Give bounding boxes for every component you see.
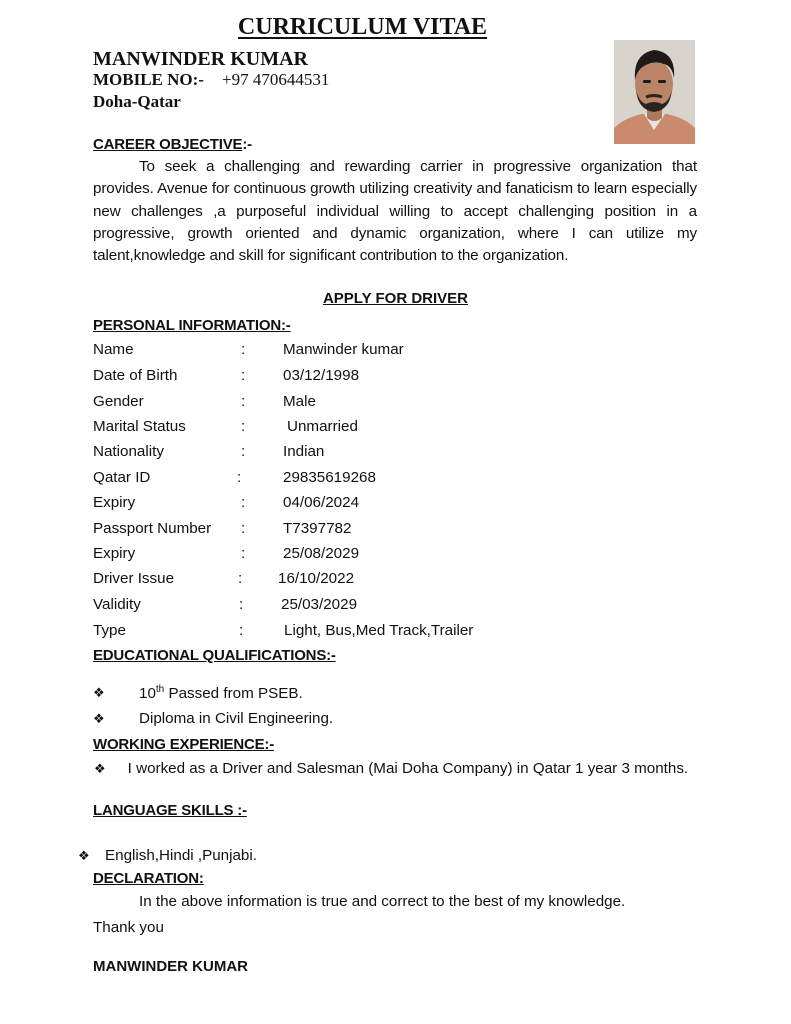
career-objective-text: To seek a challenging and rewarding carrier in progressive organization that provides. Avenue for continuous growth utilizing creativity and fanaticism to learn especially new challenges ,a purposeful individual willing to accept challenging position in a progressive, growth oriented and dynamic organization, where I can utilize my talent,knowledge and skill for significant contribution to the organization. (93, 158, 697, 265)
education-item-text: Diploma in Civil Engineering. (139, 710, 334, 727)
career-objective-heading (93, 136, 252, 153)
info-separator: : (241, 418, 246, 435)
info-value: Indian (283, 443, 325, 460)
info-label: Expiry (93, 494, 136, 511)
info-label: Type (93, 622, 126, 639)
apply-for-position: APPLY FOR DRIVER (322, 290, 469, 307)
language-list: English,Hindi ,Punjabi. (105, 847, 257, 864)
personal-information-heading: PERSONAL INFORMATION:- (93, 317, 291, 334)
diamond-bullet-icon: ❖ (94, 761, 106, 776)
diamond-bullet-icon: ❖ (93, 711, 105, 726)
info-value: 04/06/2024 (283, 494, 360, 511)
mobile-number: +97 470644531 (221, 70, 330, 89)
info-separator: : (241, 545, 246, 562)
career-objective-heading-text: CAREER OBJECTIVE (93, 136, 243, 153)
info-value: 16/10/2022 (278, 570, 355, 587)
info-label: Marital Status (93, 418, 186, 435)
document-title: CURRICULUM VITAE (237, 14, 488, 40)
working-experience-item (93, 758, 693, 779)
info-separator: : (241, 443, 246, 460)
info-value: Male (283, 393, 316, 410)
mobile-label: MOBILE NO:- (93, 70, 204, 89)
education-class: 10 (139, 685, 156, 703)
info-separator: : (237, 469, 242, 486)
info-separator: : (239, 622, 244, 639)
working-experience-heading: WORKING EXPERIENCE:- (93, 736, 275, 753)
education-item-text (139, 684, 303, 702)
info-label: Driver Issue (93, 570, 175, 587)
info-value: 25/03/2029 (281, 596, 358, 613)
info-label: Validity (93, 596, 141, 613)
info-separator: : (241, 367, 246, 384)
mobile-line (93, 70, 329, 90)
info-value: 25/08/2029 (283, 545, 360, 562)
info-separator: : (238, 570, 243, 587)
info-label: Nationality (93, 443, 164, 460)
info-label: Passport Number (93, 520, 212, 537)
info-value: 03/12/1998 (283, 367, 360, 384)
diamond-bullet-icon: ❖ (78, 848, 90, 863)
location: Doha-Qatar (93, 92, 181, 111)
info-label: Name (93, 341, 134, 358)
info-label: Date of Birth (93, 367, 178, 384)
info-value: Unmarried (287, 418, 358, 435)
info-label: Gender (93, 393, 144, 410)
declaration-heading: DECLARATION: (93, 870, 204, 887)
thank-you-text: Thank you (93, 919, 164, 936)
declaration-text: In the above information is true and correct to the best of my knowledge. (139, 893, 626, 910)
info-separator: : (239, 596, 244, 613)
info-value: Manwinder kumar (283, 341, 404, 358)
language-skills-heading: LANGUAGE SKILLS :- (93, 802, 247, 819)
info-separator: : (241, 393, 246, 410)
career-objective-heading-suffix: :- (242, 136, 252, 153)
profile-photo-image (614, 40, 695, 144)
candidate-name: MANWINDER KUMAR (93, 48, 308, 70)
info-value: 29835619268 (283, 469, 376, 486)
info-label: Expiry (93, 545, 136, 562)
info-value: T7397782 (283, 520, 352, 537)
education-class-suffix: th (155, 684, 165, 695)
education-board: Passed from PSEB. (164, 685, 303, 703)
info-value: Light, Bus,Med Track,Trailer (284, 622, 474, 639)
info-label: Qatar ID (93, 469, 151, 486)
profile-photo (614, 40, 695, 144)
info-separator: : (241, 341, 246, 358)
signature-name: MANWINDER KUMAR (93, 958, 248, 975)
education-heading: EDUCATIONAL QUALIFICATIONS:- (93, 647, 336, 664)
working-experience-text: I worked as a Driver and Salesman (Mai Doha Company) in Qatar 1 year 3 months. (127, 760, 689, 777)
info-separator: : (241, 494, 246, 511)
info-separator: : (241, 520, 246, 537)
diamond-bullet-icon: ❖ (93, 685, 105, 700)
